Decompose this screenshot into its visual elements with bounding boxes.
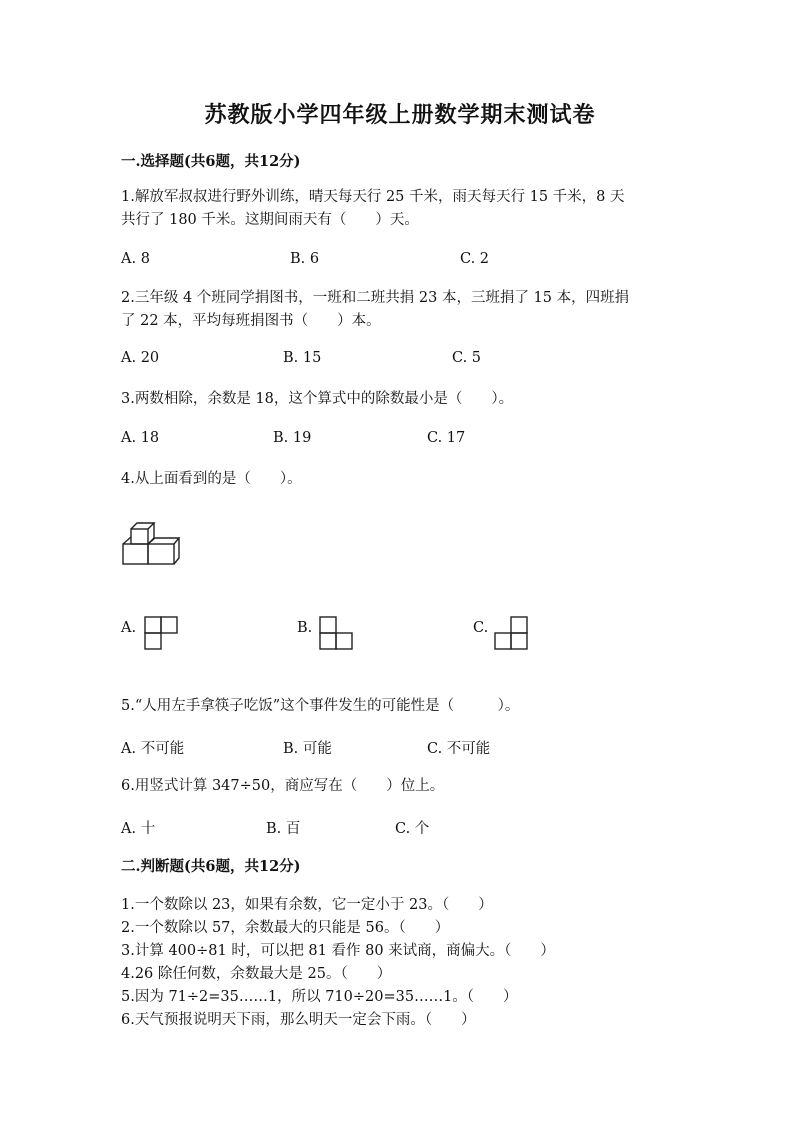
tf-item-4: 4.26 除任何数，余数最大是 25。（ ） (121, 966, 392, 982)
question-1-line-2: 共行了 180 千米。这期间雨天有（ ）天。 (121, 212, 419, 228)
cube-stack-figure (122, 522, 182, 570)
q5-option-b: B. 可能 (283, 741, 332, 757)
q4-option-b: B. (297, 620, 313, 636)
q4-option-a: A. (121, 620, 137, 636)
option-a-view-icon (144, 614, 178, 650)
option-c-view-icon (494, 614, 528, 650)
q3-option-b: B. 19 (273, 430, 312, 446)
section-heading-choice: 一.选择题(共6题，共12分) (121, 153, 301, 170)
page-title: 苏教版小学四年级上册数学期末测试卷 (204, 102, 596, 128)
question-2-line-1: 2.三年级 4 个班同学捐图书，一班和二班共捐 23 本，三班捐了 15 本，四班捐 (121, 290, 630, 306)
tf-item-1: 1.一个数除以 23，如果有余数，它一定小于 23。（ ） (121, 897, 493, 913)
q2-option-c: C. 5 (452, 350, 482, 366)
q6-option-a: A. 十 (121, 821, 156, 837)
tf-item-6: 6.天气预报说明天下雨，那么明天一定会下雨。（ ） (121, 1012, 476, 1028)
q3-option-a: A. 18 (121, 430, 160, 446)
question-6-line-1: 6.用竖式计算 347÷50，商应写在（ ）位上。 (121, 778, 445, 794)
question-2-line-2: 了 22 本，平均每班捐图书（ ）本。 (121, 313, 381, 329)
q5-option-a: A. 不可能 (121, 741, 185, 757)
q2-option-b: B. 15 (283, 350, 322, 366)
section-heading-true-false: 二.判断题(共6题，共12分) (121, 858, 301, 875)
q2-option-a: A. 20 (121, 350, 160, 366)
q1-option-a: A. 8 (121, 251, 150, 267)
question-4-line-1: 4.从上面看到的是（ ）。 (121, 471, 302, 487)
q6-option-b: B. 百 (266, 821, 301, 837)
tf-item-5: 5.因为 71÷2=35……1，所以 710÷20=35……1。（ ） (121, 989, 518, 1005)
tf-item-2: 2.一个数除以 57，余数最大的只能是 56。（ ） (121, 920, 450, 936)
tf-item-3: 3.计算 400÷81 时，可以把 81 看作 80 来试商，商偏大。（ ） (121, 943, 555, 959)
option-b-view-icon (319, 614, 353, 650)
q5-option-c: C. 不可能 (427, 741, 491, 757)
q1-option-c: C. 2 (460, 251, 490, 267)
question-1-line-1: 1.解放军叔叔进行野外训练，晴天每天行 25 千米，雨天每天行 15 千米，8 天 (121, 189, 625, 205)
q3-option-c: C. 17 (427, 430, 466, 446)
q6-option-c: C. 个 (395, 821, 430, 837)
q4-option-c: C. (473, 620, 489, 636)
question-3-line-1: 3.两数相除，余数是 18，这个算式中的除数最小是（ ）。 (121, 391, 514, 407)
question-5-line-1: 5.“人用左手拿筷子吃饭”这个事件发生的可能性是（ ）。 (121, 698, 520, 714)
q1-option-b: B. 6 (290, 251, 320, 267)
